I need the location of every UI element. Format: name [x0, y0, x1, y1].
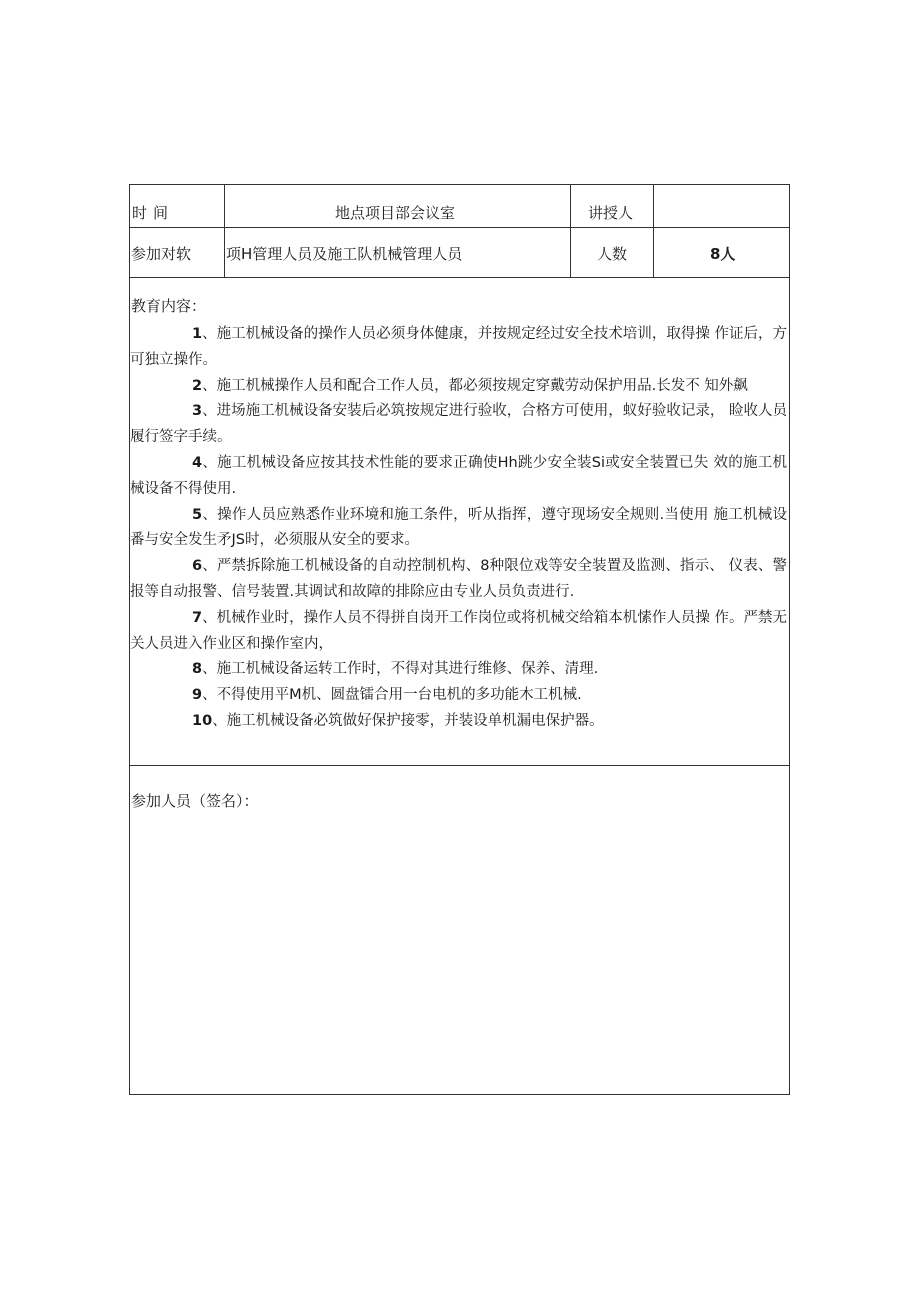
lecturer-label: 讲授人	[588, 204, 634, 222]
education-title: 教育内容：	[131, 297, 207, 315]
item-text: 、施工机械设备应按其技术性能的要求正确使Hh跳少安全装Si或安全装置已失 效的施工机械设备不得使用.	[130, 454, 787, 497]
item-text: 、施工机械操作人员和配合工作人员，都必须按规定穿戴劳动保护用品.长发不 知外飙	[202, 377, 748, 394]
time-cell	[130, 185, 225, 227]
list-item	[130, 399, 789, 451]
item-number: 5	[192, 506, 203, 523]
participants-label-cell	[130, 228, 225, 277]
item-number: 2	[192, 377, 203, 394]
item-number: 7	[192, 609, 203, 626]
participants-value: 项H管理人员及施工队机械管理人员	[226, 245, 463, 263]
item-text: 、进场施工机械设备安装后必筑按规定进行验收，合格方可使用，蚁好验收记录， 睑收人员履行签字手续。	[130, 403, 787, 446]
count-label-cell	[571, 228, 654, 277]
list-item	[130, 606, 789, 658]
signature-section	[130, 766, 789, 1094]
item-number: 6	[192, 558, 203, 575]
item-number: 10	[192, 712, 213, 729]
item-text: 、严禁拆除施工机械设备的自动控制机构、8种限位戏等安全装置及监测、指示、 仪表、警报等自动报警、信号装置.其调试和故障的排除应由专业人员负责进行.	[130, 558, 787, 600]
header-row-time	[130, 185, 789, 228]
item-text: 、机械作业时，操作人员不得拼自岗开工作岗位或将机械交给箱本机愫作人员操 作。严禁无关人员进入作业区和操作室内，	[130, 609, 787, 652]
list-item	[130, 683, 789, 709]
list-item	[130, 554, 789, 606]
item-number: 3	[192, 403, 203, 420]
lecturer-label-cell	[571, 185, 654, 227]
list-item	[130, 374, 789, 400]
location-cell	[225, 185, 571, 227]
location-text: 地点项目部会议室	[335, 204, 456, 222]
lecturer-value-cell	[654, 185, 789, 227]
participants-label: 参加对软	[131, 245, 192, 263]
time-label: 时间	[132, 204, 175, 222]
item-text: 、不得使用平M机、圆盘镭合用一台电机的多功能木工机械.	[202, 687, 582, 704]
count-label: 人数	[597, 245, 628, 263]
education-content-section	[130, 278, 789, 766]
item-number: 9	[192, 687, 203, 704]
list-item	[130, 322, 789, 374]
count-value: 8人	[710, 245, 736, 263]
item-text: 、操作人员应熟悉作业环境和施工条件，听从指挥，遵守现场安全规则.当使用 施工机械设番与安全发生矛JS时，必须服从安全的要求。	[130, 506, 787, 549]
item-number: 4	[192, 454, 203, 471]
item-text: 、施工机械设备的操作人员必须身体健康，并按规定经过安全技术培训，取得操 作证后，方可独立操作。	[130, 326, 787, 368]
item-number: 8	[192, 661, 203, 678]
list-item	[130, 503, 789, 555]
header-row-participants	[130, 228, 789, 278]
list-item	[130, 451, 789, 503]
count-value-cell	[654, 228, 789, 277]
safety-education-form	[129, 184, 790, 1095]
item-number: 1	[192, 326, 203, 342]
item-text: 、施工机械设备运转工作时，不得对其进行维修、保养、清理.	[202, 661, 599, 678]
item-text: 、施工机械设备必筑做好保护接零，并装设单机漏电保护器。	[212, 712, 604, 729]
participants-value-cell	[225, 228, 571, 277]
education-items-list	[130, 322, 789, 735]
list-item	[130, 657, 789, 683]
signature-label: 参加人员（签名）：	[131, 792, 259, 810]
list-item	[130, 709, 789, 735]
